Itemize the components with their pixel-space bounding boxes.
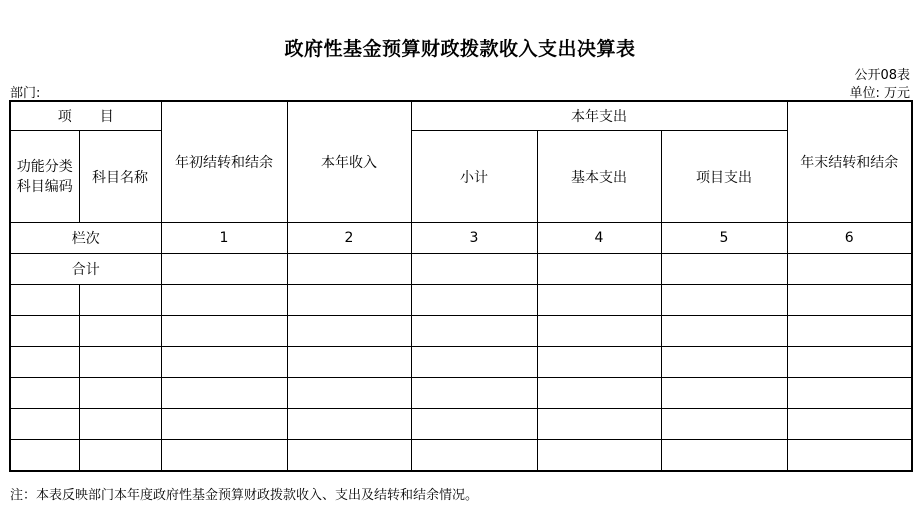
table-row — [10, 440, 912, 472]
header-function-code-line2: 科目编码 — [16, 178, 73, 195]
table-cell — [161, 254, 287, 285]
table-cell — [287, 347, 411, 378]
table-cell — [10, 378, 79, 409]
header-subtotal: 小计 — [411, 131, 537, 223]
column-row-label: 栏次 — [10, 223, 161, 254]
budget-table — [9, 100, 913, 472]
table-cell — [287, 316, 411, 347]
total-row — [10, 254, 912, 285]
table-cell — [161, 316, 287, 347]
table-cell — [287, 409, 411, 440]
table-cell — [161, 378, 287, 409]
table-cell — [79, 316, 161, 347]
table-cell — [661, 347, 787, 378]
table-cell — [787, 409, 912, 440]
header-current-income: 本年收入 — [287, 101, 411, 223]
table-cell — [537, 409, 661, 440]
header-subject-name: 科目名称 — [79, 131, 161, 223]
column-number: 1 — [161, 223, 287, 254]
table-cell — [537, 378, 661, 409]
table-cell — [79, 440, 161, 472]
table-row — [10, 316, 912, 347]
table-cell — [537, 285, 661, 316]
unit-label: 单位: 万元 — [849, 86, 910, 101]
table-cell — [161, 347, 287, 378]
table-cell — [79, 285, 161, 316]
table-cell — [287, 254, 411, 285]
table-cell — [10, 347, 79, 378]
table-cell — [537, 254, 661, 285]
table-cell — [661, 409, 787, 440]
table-cell — [10, 316, 79, 347]
page-title: 政府性基金预算财政拨款收入支出决算表 — [284, 38, 636, 60]
header-basic-expenditure: 基本支出 — [537, 131, 661, 223]
table-row — [10, 409, 912, 440]
department-label: 部门: — [10, 86, 41, 101]
table-cell — [161, 285, 287, 316]
column-number: 3 — [411, 223, 537, 254]
table-cell — [287, 285, 411, 316]
table-cell — [661, 285, 787, 316]
table-row — [10, 285, 912, 316]
table-cell — [287, 378, 411, 409]
table-cell — [537, 316, 661, 347]
table-cell — [79, 378, 161, 409]
table-cell — [79, 409, 161, 440]
table-cell — [411, 347, 537, 378]
table-cell — [661, 316, 787, 347]
table-cell — [661, 378, 787, 409]
column-number: 6 — [787, 223, 912, 254]
table-cell — [411, 254, 537, 285]
table-cell — [537, 440, 661, 472]
column-number: 5 — [661, 223, 787, 254]
table-cell — [411, 409, 537, 440]
column-number: 2 — [287, 223, 411, 254]
table-cell — [787, 285, 912, 316]
header-closing-balance: 年末结转和结余 — [787, 101, 912, 223]
table-cell — [787, 254, 912, 285]
table-cell — [787, 347, 912, 378]
column-number-row — [10, 223, 912, 254]
column-number: 4 — [537, 223, 661, 254]
table-cell — [10, 285, 79, 316]
table-cell — [10, 409, 79, 440]
table-cell — [787, 316, 912, 347]
table-cell — [411, 285, 537, 316]
table-cell — [537, 347, 661, 378]
table-cell — [661, 440, 787, 472]
table-row — [10, 378, 912, 409]
table-cell — [161, 440, 287, 472]
table-cell — [161, 409, 287, 440]
table-cell — [411, 316, 537, 347]
header-project-expenditure: 项目支出 — [661, 131, 787, 223]
table-cell — [787, 378, 912, 409]
header-function-code-line1: 功能分类 — [16, 158, 73, 175]
header-opening-balance: 年初结转和结余 — [161, 101, 287, 223]
header-item: 项 目 — [10, 101, 161, 131]
header-function-code — [10, 131, 79, 223]
footnote: 注：本表反映部门本年度政府性基金预算财政拨款收入、支出及结转和结余情况。 — [10, 488, 479, 503]
table-row — [10, 347, 912, 378]
total-label: 合计 — [10, 254, 161, 285]
table-cell — [79, 347, 161, 378]
header-current-expenditure: 本年支出 — [411, 101, 787, 131]
table-cell — [787, 440, 912, 472]
table-cell — [411, 440, 537, 472]
table-cell — [411, 378, 537, 409]
form-code: 公开08表 — [854, 68, 910, 83]
table-cell — [661, 254, 787, 285]
table-cell — [287, 440, 411, 472]
table-cell — [10, 440, 79, 472]
